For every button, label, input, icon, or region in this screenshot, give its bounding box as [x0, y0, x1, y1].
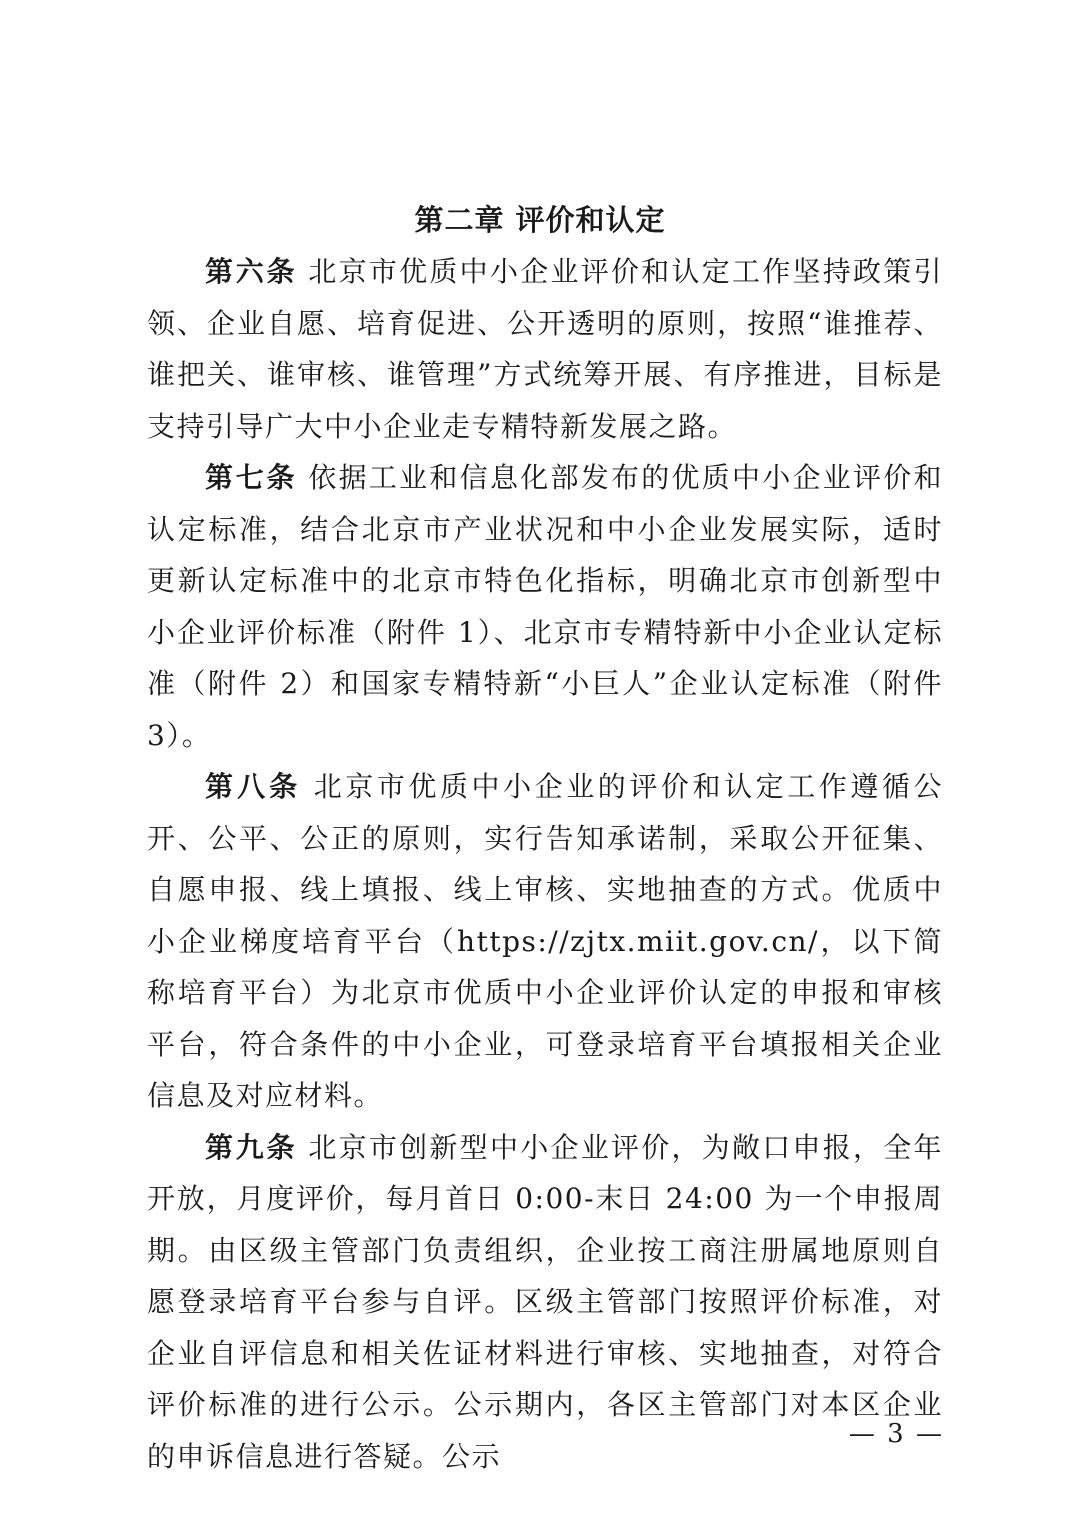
article-9: [147, 1122, 943, 1483]
article-number: 第七条: [205, 461, 298, 494]
article-text: 依据工业和信息化部发布的优质中小企业评价和认定标准，结合北京市产业状况和中小企业发展实际，适时更新认定标准中的北京市特色化指标，明确北京市创新型中小企业评价标准（附件 1）、北京市专精特新中小企业认定标准（附件 2）和国家专精特新“小巨人”企业认定标准（附件 3）。: [147, 461, 943, 752]
article-text: 北京市创新型中小企业评价，为敞口申报，全年开放，月度评价，每月首日 0:00-末日 24:00 为一个申报周期。由区级主管部门负责组织，企业按工商注册属地原则自愿登录培育平台参与自评。区级主管部门按照评价标准，对企业自评信息和相关佐证材料进行审核、实地抽查，对符合评价标准的进行公示。公示期内，各区主管部门对本区企业的申诉信息进行答疑。公示: [147, 1130, 943, 1473]
article-text: 北京市优质中小企业的评价和认定工作遵循公开、公平、公正的原则，实行告知承诺制，采取公开征集、自愿申报、线上填报、线上审核、实地抽查的方式。优质中小企业梯度培育平台（https://zjtx.miit.gov.cn/，以下简称培育平台）为北京市优质中小企业评价认定的申报和审核平台，符合条件的中小企业，可登录培育平台填报相关企业信息及对应材料。: [147, 770, 943, 1112]
article-number: 第九条: [205, 1130, 298, 1164]
document-body: [147, 246, 943, 1482]
page-number: — 3 —: [848, 1419, 944, 1449]
article-text: 北京市优质中小企业评价和认定工作坚持政策引领、企业自愿、培育促进、公开透明的原则，按照“谁推荐、谁把关、谁审核、谁管理”方式统筹开展、有序推进，目标是支持引导广大中小企业走专精特新发展之路。: [147, 255, 943, 443]
article-7: [147, 452, 943, 761]
article-number: 第六条: [205, 255, 298, 288]
chapter-title: 第二章 评价和认定: [414, 203, 666, 237]
article-6: [147, 246, 943, 452]
article-8: [147, 761, 943, 1122]
article-number: 第八条: [205, 770, 302, 803]
